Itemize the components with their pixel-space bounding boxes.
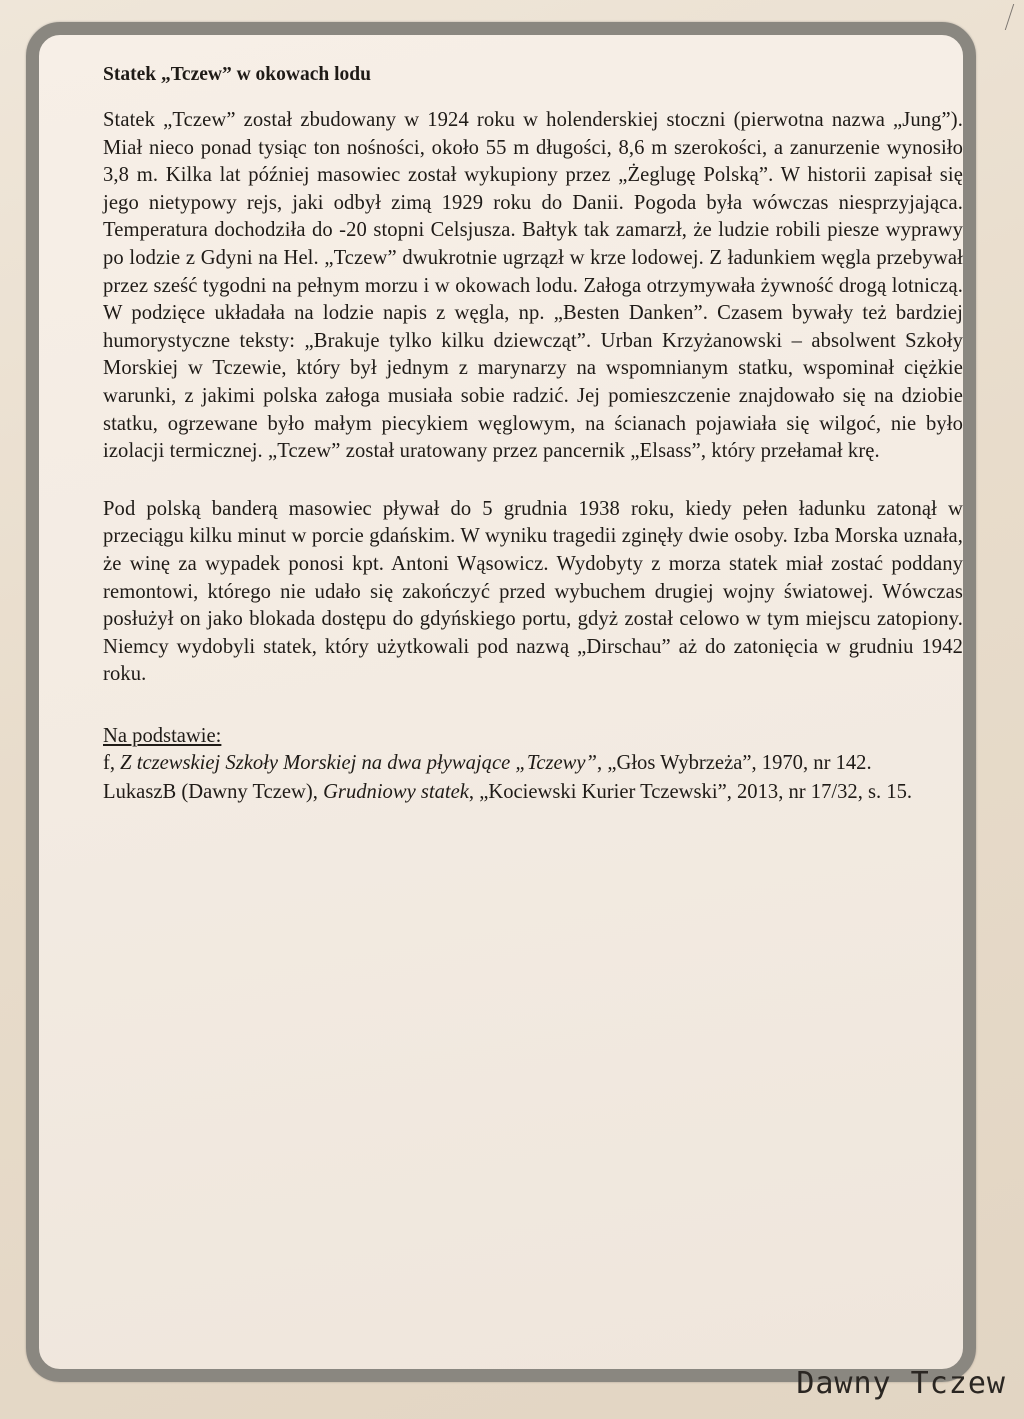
- document-title: Statek „Tczew” w okowach lodu: [103, 64, 371, 85]
- corner-mark: [993, 4, 1014, 30]
- source-work: Grudniowy statek: [323, 780, 469, 803]
- source-author: f,: [103, 751, 121, 774]
- source-author: LukaszB (Dawny Tczew),: [103, 780, 324, 803]
- source-item-1: [103, 749, 963, 778]
- paragraph-2: Pod polską banderą masowiec pływał do 5 grudnia 1938 roku, kiedy pełen ładunku zatonął w przeciągu kilku minut w porcie gdańskim. W wyniku tragedii zginęły dwie osoby. Izba Morska uznała, że winę za wypadek ponosi kpt. Antoni Wąsowicz. Wydobyty z morza statek miał zostać poddany remontowi, którego nie udało się zakończyć przed wybuchem drugiej wojny światowej. Wówczas posłużył on jako blokada dostępu do gdyńskiego portu, gdyż został celowo w tym miejscu zatopiony. Niemcy wydobyli statek, który użytkowali pod nazwą „Dirschau” aż do zatonięcia w grudniu 1942 roku.: [103, 497, 963, 686]
- document-content: [103, 63, 963, 807]
- sources-heading: Na podstawie:: [103, 724, 222, 747]
- source-work: Z tczewskiej Szkoły Morskiej na dwa pływające „Tczewy”: [120, 751, 598, 774]
- document-frame: [26, 22, 976, 1382]
- watermark: Dawny Tczew: [796, 1366, 1006, 1401]
- source-details: , „Głos Wybrzeża”, 1970, nr 142.: [597, 751, 872, 774]
- source-item-2: [103, 778, 963, 807]
- paragraph-1: Statek „Tczew” został zbudowany w 1924 roku w holenderskiej stoczni (pierwotna nazwa „Jung”). Miał nieco ponad tysiąc ton nośności, około 55 m długości, 8,6 m szerokości, a zanurzenie wynosiło 3,8 m. Kilka lat później masowiec został wykupiony przez „Żeglugę Polską”. W historii zapisał się jego nietypowy rejs, jaki odbył zimą 1929 roku do Danii. Pogoda była wówczas niesprzyjająca. Temperatura dochodziła do -20 stopni Celsjusza. Bałtyk tak zamarzł, że ludzie robili piesze wyprawy po lodzie z Gdyni na Hel. „Tczew” dwukrotnie ugrzązł w krze lodowej. Z ładunkiem węgla przebywał przez sześć tygodni na pełnym morzu i w okowach lodu. Załoga otrzymywała żywność drogą lotniczą. W podzięce układała na lodzie napis z węgla, np. „Besten Danken”. Czasem bywały też bardziej humorystyczne teksty: „Brakuje tylko kilku dziewcząt”. Urban Krzyżanowski – absolwent Szkoły Morskiej w Tczewie, który był jednym z marynarzy na wspomnianym statku, wspominał ciężkie warunki, z jakimi polska załoga musiała sobie radzić. Jej pomieszczenie znajdowało się na dziobie statku, ogrzewane było małym piecykiem węglowym, na ścianach pojawiała się wilgoć, nie było izolacji termicznej. „Tczew” został uratowany przez pancernik „Elsass”, który przełamał krę.: [103, 109, 963, 463]
- source-details: , „Kociewski Kurier Tczewski”, 2013, nr 17/32, s. 15.: [468, 780, 913, 803]
